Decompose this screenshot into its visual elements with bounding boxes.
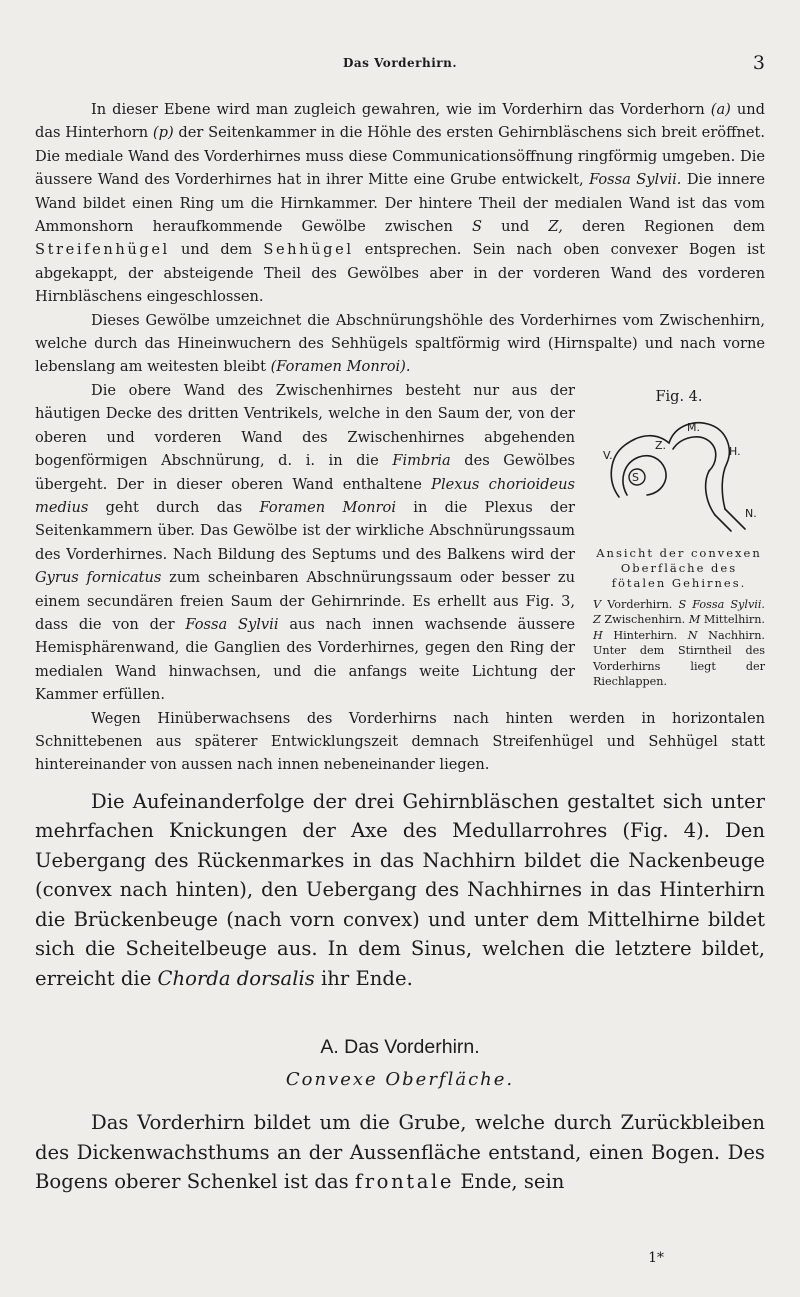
paragraph-2: Dieses Gewölbe umzeichnet die Abschnürungshöhle des Vorderhirnes vom Zwischenhirn, welche durch das Hineinwuchern des Sehhügels spaltförmig wird (Hirnspalte) und nach vorne lebenslang am weitesten bleibt (Foramen Monroi).	[35, 311, 765, 376]
letter-h: H.	[729, 444, 741, 458]
paragraph-3: Die obere Wand des Zwischenhirnes besteht nur aus der häutigen Decke des dritten Ventrikels, welche in den Saum der, von der oberen und vorderen Wand des Zwischenhirnes abgehenden bogenförmigen Abschnürung, d. i. in die Fimbria des Gewölbes übergeht. Der in dieser oberen Wand enthaltene Plexus chorioideus medius geht durch das Foramen Monroi in die Plexus der Seitenkammern über. Das Gewölbe ist der wirkliche Abschnürungssaum des Vorderhirnes. Nach Bildung des Septums und des Balkens wird der Gyrus fornicatus zum scheinbaren Abschnürungssaum oder besser zu einem secundären freien Saum der Gehirnrinde. Es erhellt aus Fig. 3, dass die von der Fossa Sylvii aus nach innen wachsende äussere Hemisphärenwand, die Ganglien des Vorderhirnes, gegen den Ring der medialen Wand hinwachsen, und die anfangs weite Lichtung der Kammer erfüllen.	[35, 381, 576, 704]
figure-4	[593, 389, 765, 689]
paragraph-4: Wegen Hinüberwachsens des Vorderhirns nach hinten werden in horizontalen Schnittebenen aus späterer Entwicklungszeit demnach Streifenhügel und Sehhügel statt hintereinander von aussen nach innen nebeneinander liegen.	[35, 709, 765, 774]
midbrain-inner-arc	[673, 437, 716, 471]
page-number: 3	[752, 52, 765, 74]
letter-s: S	[632, 470, 639, 484]
figure-label: Fig. 4.	[655, 388, 703, 405]
letter-m: M.	[687, 420, 700, 434]
letter-n: N.	[745, 506, 757, 520]
figure-caption-title: Ansicht der convexen Oberfläche des fötalen Gehirnes.	[596, 545, 762, 590]
section-title: A. Das Vorderhirn.	[320, 1036, 480, 1059]
paragraph-6: Das Vorderhirn bildet um die Grube, welche durch Zurückbleiben des Dickenwachsthums an der Aussenfläche entstand, einen Bogen. Des Bogens oberer Schenkel ist das frontale Ende, sein	[35, 1111, 765, 1194]
spinal-tube-line	[725, 509, 745, 529]
letter-v: V.	[603, 448, 613, 462]
paragraph-5: Die Aufeinanderfolge der drei Gehirnbläschen gestaltet sich unter mehrfachen Knickungen der Axe des Medullarrohres (Fig. 4). Den Uebergang des Rückenmarkes in das Nachhirn bildet die Nackenbeuge (convex nach hinten), den Uebergang des Nachhirnes in das Hinterhirn die Brückenbeuge (nach vorn convex) und unter dem Mittelhirne bildet sich die Scheitelbeuge aus. In dem Sinus, welchen die letztere bildet, erreicht die Chorda dorsalis ihr Ende.	[35, 789, 765, 990]
hindbrain-lower-wall	[706, 471, 715, 515]
section-subtitle: Convexe Oberfläche.	[285, 1069, 515, 1091]
brain-outline-outer	[611, 420, 729, 509]
fetal-brain-diagram	[599, 411, 759, 536]
running-title: Das Vorderhirn.	[342, 56, 457, 70]
page-header	[35, 52, 765, 76]
paragraph-1: In dieser Ebene wird man zugleich gewahren, wie im Vorderhirn das Vorderhorn (a) und das Hinterhorn (p) der Seitenkammer in die Höhle des ersten Gehirnbläschens sich breit eröffnet. Die mediale Wand des Vorderhirnes muss diese Communicationsöffnung ringförmig umgeben. Die äussere Wand des Vorderhirnes hat in ihrer Mitte eine Grube entwickelt, Fossa Sylvii. Die innere Wand bildet einen Ring um die Hirnkammer. Der hintere Theil der medialen Wand ist das vom Ammonshorn heraufkommende Gewölbe zwischen S und Z, deren Regionen dem Streifenhügel und dem Sehhügel entsprechen. Sein nach oben convexer Bogen ist abgekappt, der absteigende Theil des Gewölbes aber in der vorderen Wand des vorderen Hirnbläschens eingeschlossen.	[35, 101, 766, 306]
letter-z: Z.	[655, 438, 667, 452]
signature-mark: 1*	[648, 1250, 664, 1266]
spinal-tube-line-2	[715, 515, 731, 531]
page-body	[35, 98, 765, 1197]
figure-legend: V Vorderhirn. S Fossa Sylvii. Z Zwischenhirn. M Mittelhirn. H Hinterhirn. N Nachhirn. Unter dem Stirntheil des Vorderhirns liegt der Riechlappen.	[593, 597, 765, 688]
